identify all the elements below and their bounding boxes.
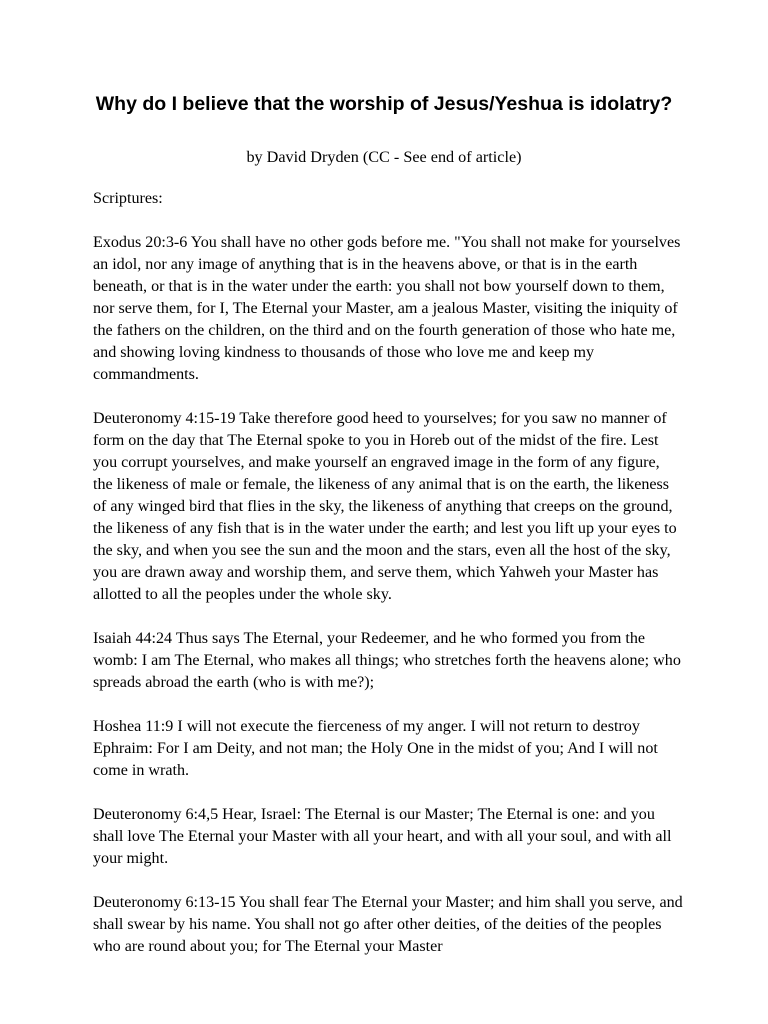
scripture-passage-hoshea-11: Hoshea 11:9 I will not execute the fierceness of my anger. I will not return to destroy Ephraim: For I am Deity, and not man; the Holy One in the midst of you; And I will not come in wrath. (93, 718, 658, 779)
article-body (93, 188, 683, 958)
scripture-passage-deuteronomy-4: Deuteronomy 4:15-19 Take therefore good heed to yourselves; for you saw no manner of form on the day that The Eternal spoke to you in Horeb out of the midst of the fire. Lest you corrupt yourselves, and make yourself an engraved image in the form of any figure, the likeness of male or female, the likeness of any animal that is on the earth, the likeness of any winged bird that flies in the sky, the likeness of anything that creeps on the ground, the likeness of any fish that is in the water under the earth; and lest you lift up your eyes to the sky, and when you see the sun and the moon and the stars, even all the host of the sky, you are drawn away and worship them, and serve them, which Yahweh your Master has allotted to all the peoples under the whole sky. (93, 410, 677, 603)
scripture-passage-exodus-20: Exodus 20:3-6 You shall have no other gods before me. "You shall not make for yourselves an idol, nor any image of anything that is in the heavens above, or that is in the earth beneath, or that is in the water under the earth: you shall not bow yourself down to them, nor serve them, for I, The Eternal your Master, am a jealous Master, visiting the iniquity of the fathers on the children, on the third and on the fourth generation of those who hate me, and showing loving kindness to thousands of those who love me and keep my commandments. (93, 234, 681, 383)
section-heading: Scriptures: (93, 190, 163, 207)
scripture-passage-deuteronomy-6-13: Deuteronomy 6:13-15 You shall fear The Eternal your Master; and him shall you serve, and shall swear by his name. You shall not go after other deities, of the deities of the peoples who are round about you; for The Eternal your Master (93, 894, 683, 955)
scripture-passage-deuteronomy-6-4: Deuteronomy 6:4,5 Hear, Israel: The Eternal is our Master; The Eternal is one: and you shall love The Eternal your Master with all your heart, and with all your soul, and with all your might. (93, 806, 672, 867)
scripture-passage-isaiah-44: Isaiah 44:24 Thus says The Eternal, your Redeemer, and he who formed you from the womb: I am The Eternal, who makes all things; who stretches forth the heavens alone; who spreads abroad the earth (who is with me?); (93, 630, 681, 691)
article-byline: by David Dryden (CC - See end of article) (246, 148, 522, 166)
article-title: Why do I believe that the worship of Jesus/Yeshua is idolatry? (95, 93, 673, 115)
